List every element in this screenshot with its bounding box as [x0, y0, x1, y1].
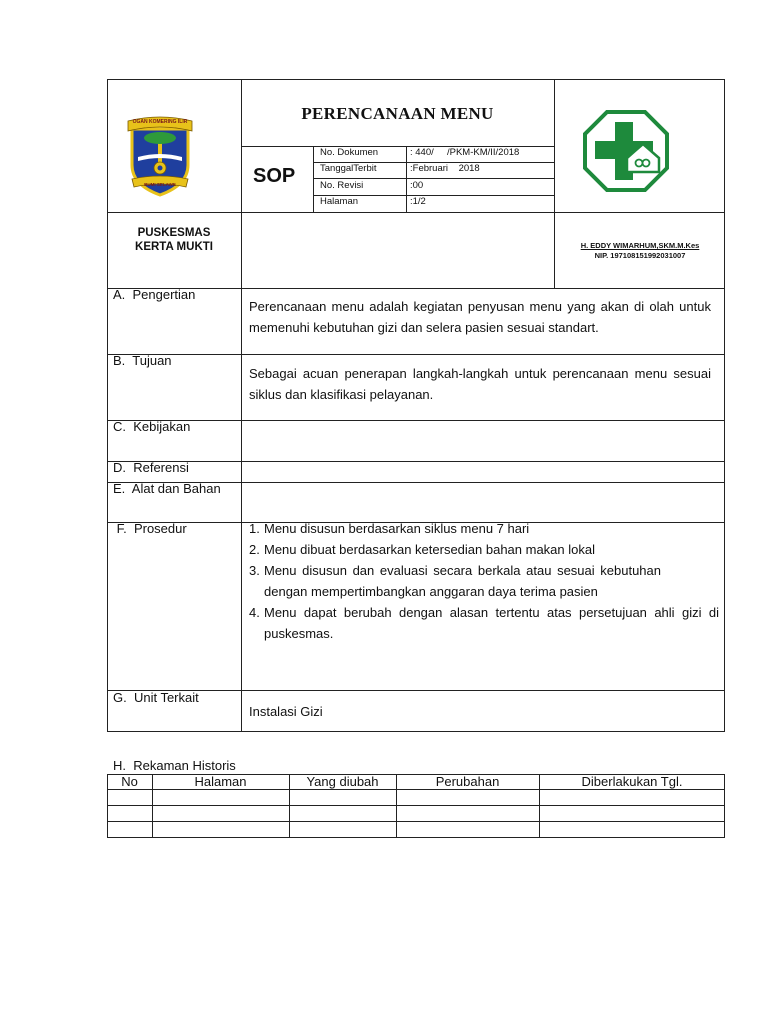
procedure-step-number: 3.	[249, 563, 260, 578]
section-text-unit: Instalasi Gizi	[249, 704, 323, 719]
procedure-step	[243, 539, 719, 560]
procedure-list	[243, 518, 719, 644]
procedure-step-text: Menu disusun dan evaluasi secara berkala atau sesuai kebutuhan dengan mempertimbangkan anggaran daya terima pasien	[264, 563, 661, 599]
meta-value-terbit: :Februari 2018	[410, 163, 480, 174]
history-header-diberlakukan: Diberlakukan Tgl.	[581, 774, 683, 789]
procedure-step	[243, 518, 719, 539]
section-label-tujuan: B. Tujuan	[113, 353, 172, 368]
history-header-no: No	[121, 774, 138, 789]
procedure-step	[243, 602, 719, 644]
section-line-g	[107, 690, 725, 691]
history-row-line-3	[107, 821, 725, 822]
meta-value-dokumen: : 440/ /PKM-KM/II/2018	[410, 147, 520, 158]
section-line-d	[107, 461, 725, 462]
history-header-perubahan: Perubahan	[435, 774, 500, 789]
meta-label-halaman: Halaman	[320, 196, 359, 207]
meta-label-revisi: No. Revisi	[320, 180, 364, 191]
history-row-line-1	[107, 789, 725, 790]
section-label-prosedur: F. Prosedur	[113, 521, 187, 536]
meta-row-line-2	[313, 178, 554, 179]
section-label-alat: E. Alat dan Bahan	[113, 481, 221, 496]
regency-crest-text-bottom: BUMI SELAWE	[144, 182, 176, 187]
procedure-step-number: 4.	[249, 605, 260, 620]
section-line-b	[107, 354, 725, 355]
procedure-step-number: 1.	[249, 521, 260, 536]
history-title: H. Rekaman Historis	[113, 758, 236, 773]
history-header-halaman: Halaman	[194, 774, 247, 789]
meta-divider-value	[406, 146, 407, 212]
org-name	[107, 226, 241, 254]
meta-label-dokumen: No. Dokumen	[320, 147, 379, 158]
section-line-c	[107, 420, 725, 421]
signer-name: H. EDDY WIMARHUM,SKM.M.Kes	[580, 241, 700, 250]
procedure-step-text: Menu dibuat berdasarkan ketersedian bahan makan lokal	[264, 542, 595, 557]
procedure-step-text: Menu disusun berdasarkan siklus menu 7 hari	[264, 521, 530, 536]
org-line-1: PUSKESMAS	[137, 227, 211, 239]
section-label-unit: G. Unit Terkait	[113, 690, 199, 705]
meta-divider-sop	[313, 146, 314, 212]
history-header-yang-diubah: Yang diubah	[306, 774, 379, 789]
puskesmas-cross-icon	[583, 110, 669, 192]
history-row-line-2	[107, 805, 725, 806]
section-text-tujuan: Sebagai acuan penerapan langkah-langkah untuk perencanaan menu sesuai siklus dan klasifikasi pelayanan.	[249, 366, 711, 402]
procedure-step	[243, 560, 719, 602]
section-label-referensi: D. Referensi	[113, 460, 189, 475]
signer-nip: NIP. 197108151992031007	[594, 251, 686, 260]
header-divider-mid	[107, 212, 725, 213]
regency-crest-text-top: OGAN KOMERING ILIR	[132, 119, 188, 125]
procedure-step-number: 2.	[249, 542, 260, 557]
signer-block	[555, 241, 725, 261]
meta-label-terbit: TanggalTerbit	[320, 163, 377, 174]
section-label-pengertian: A. Pengertian	[113, 287, 196, 302]
document-title: PERENCANAAN MENU	[301, 104, 494, 123]
procedure-step-text: Menu dapat berubah dengan alasan tertentu atas persetujuan ahli gizi di puskesmas.	[264, 605, 719, 641]
org-line-2: KERTA MUKTI	[135, 241, 213, 253]
meta-value-revisi: :00	[410, 180, 424, 191]
section-label-kebijakan: C. Kebijakan	[113, 419, 191, 434]
section-text-pengertian: Perencanaan menu adalah kegiatan penyusan menu yang akan di olah untuk memenuhi kebutuhan gizi dan selera pasien sesuai standart.	[249, 299, 711, 335]
meta-value-halaman: :1/2	[410, 196, 426, 207]
sop-label: SOP	[253, 165, 296, 187]
